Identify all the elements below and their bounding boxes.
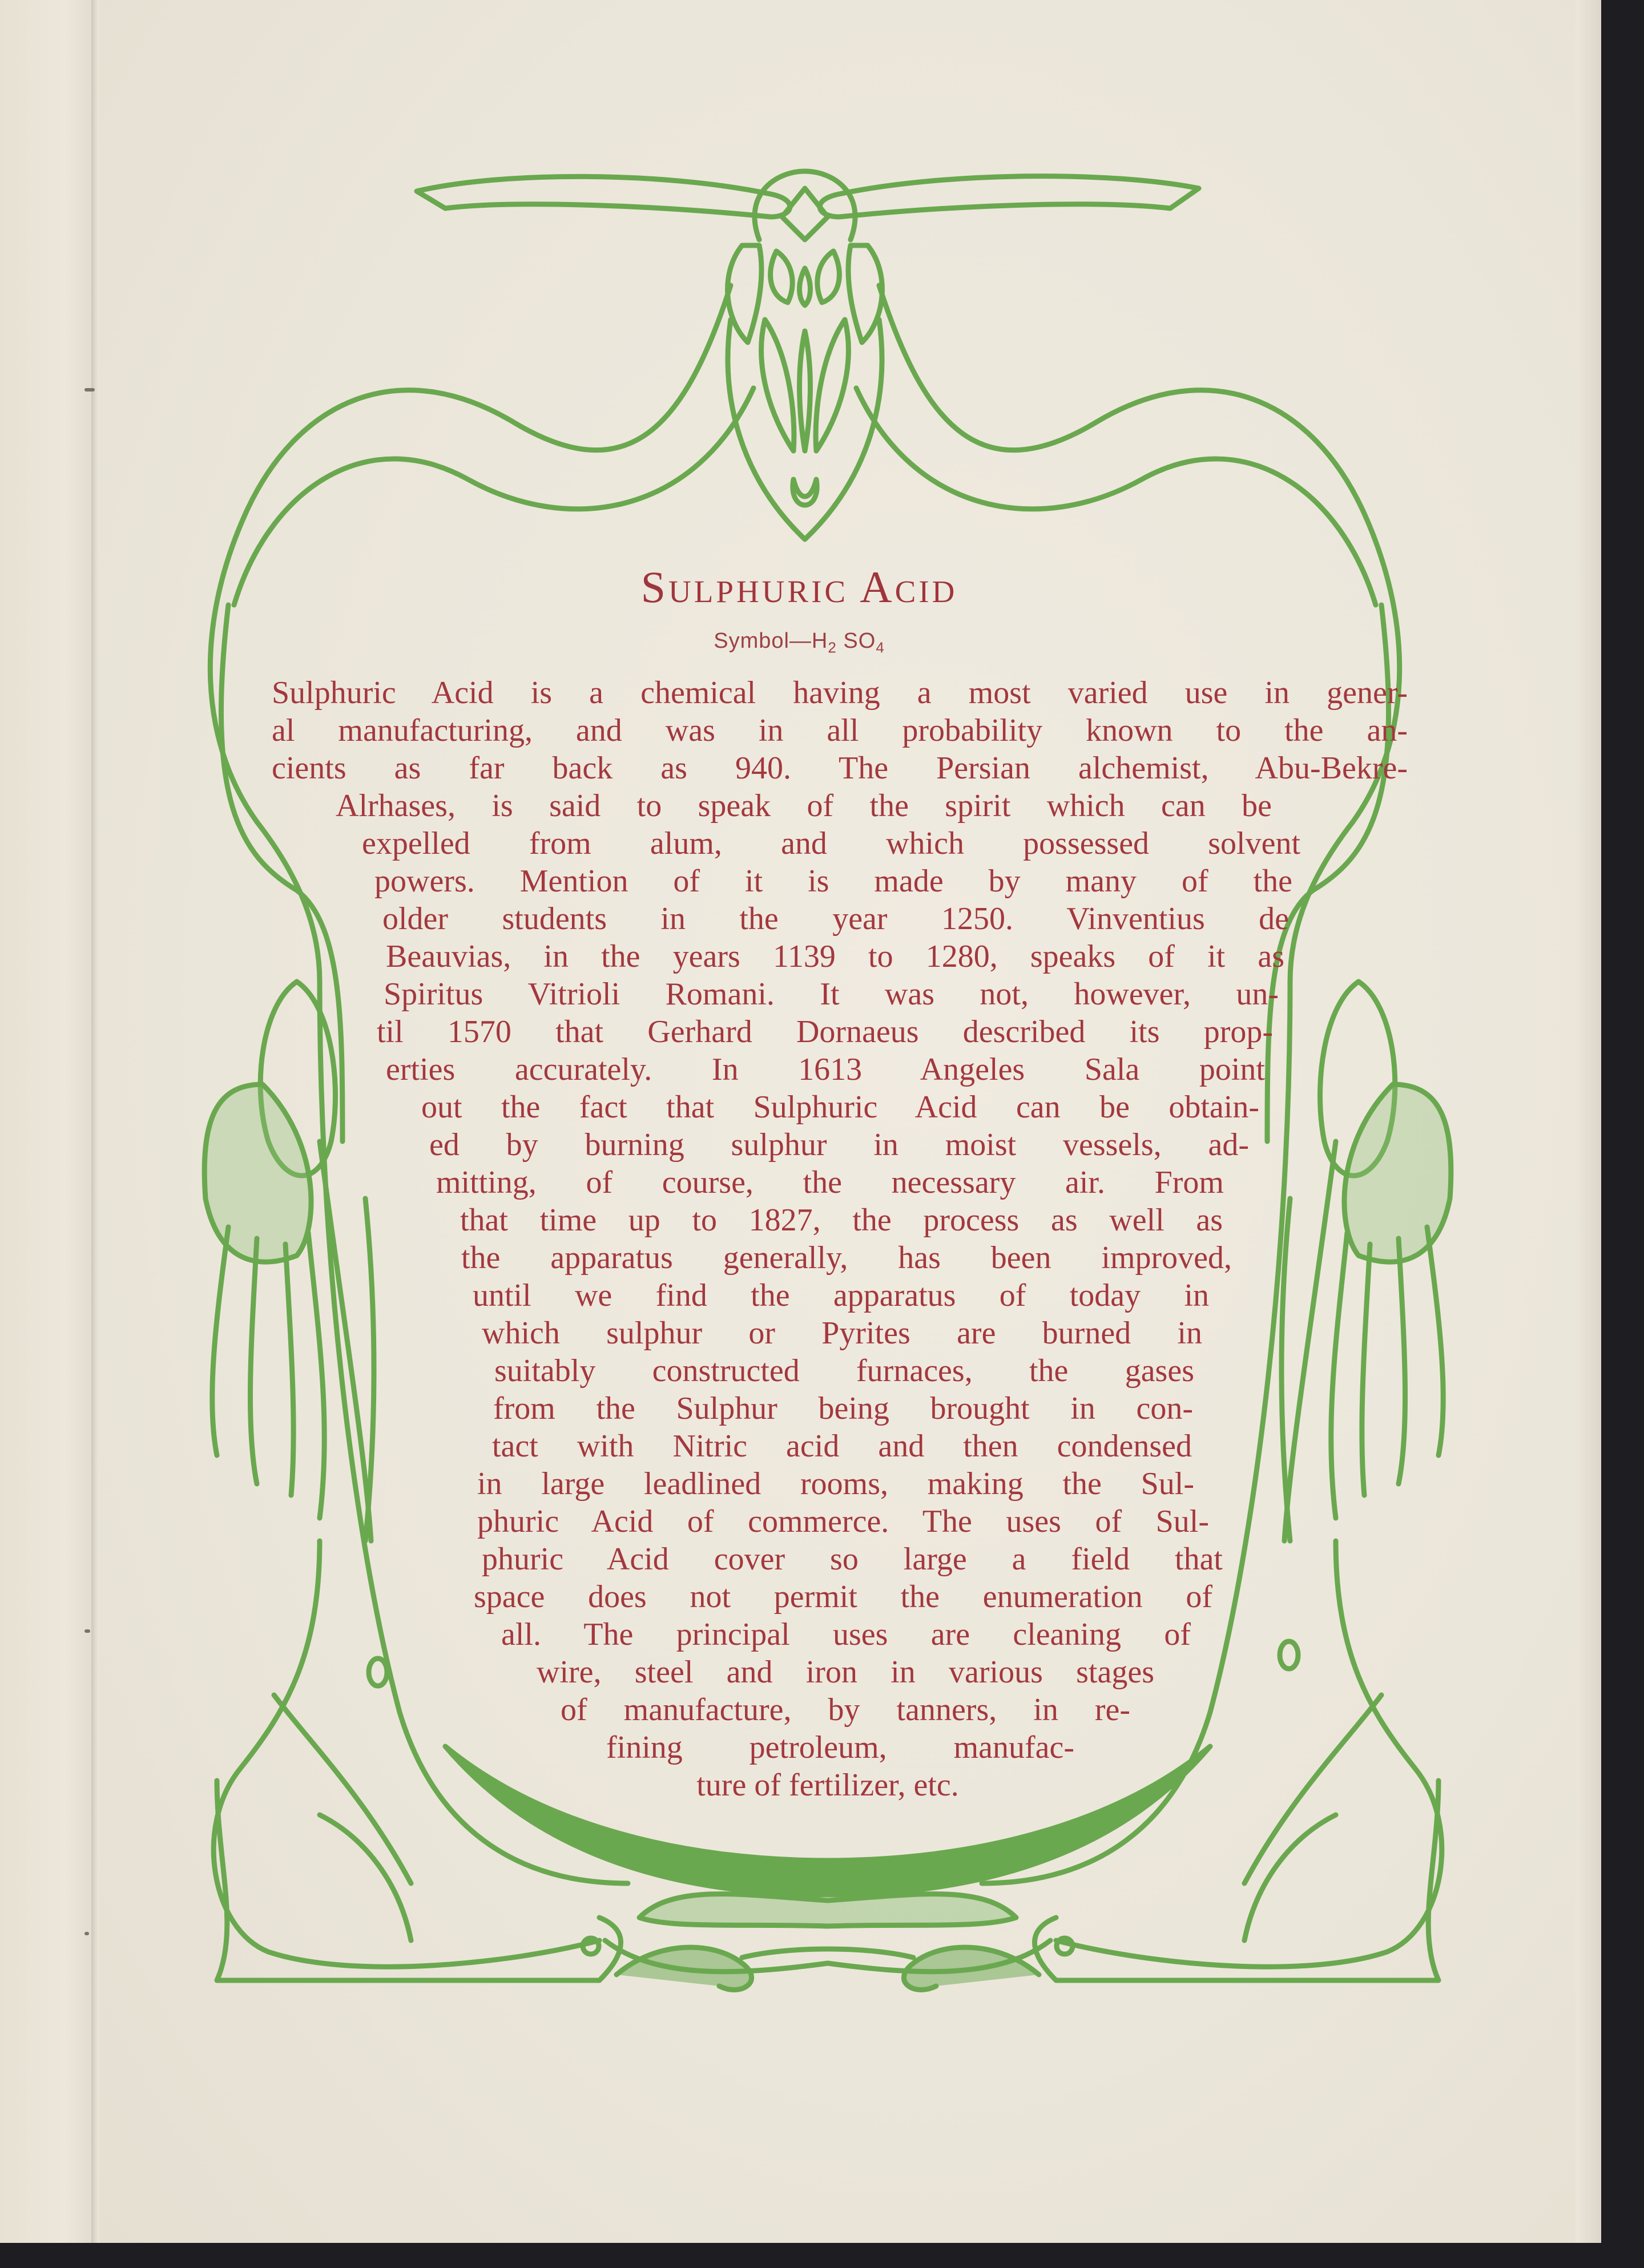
body-line: phuric Acid cover so large a field that	[482, 1541, 1223, 1577]
symbol-prefix: Symbol—H	[714, 629, 828, 653]
body-line: wire, steel and iron in various stages	[537, 1654, 1154, 1690]
body-line: Beauvias, in the years 1139 to 1280, speaks of it as	[386, 939, 1284, 974]
body-line: all. The principal uses are cleaning of	[501, 1617, 1191, 1652]
body-line: suitably constructed furnaces, the gases	[494, 1353, 1194, 1389]
body-line: powers. Mention of it is made by many of the	[374, 863, 1292, 899]
symbol-middle: SO	[836, 629, 876, 653]
body-line: older students in the year 1250. Vinventius de	[382, 901, 1289, 937]
body-line: out the fact that Sulphuric Acid can be obtain-	[421, 1089, 1259, 1125]
body-line: tact with Nitric acid and then condensed	[492, 1428, 1192, 1464]
body-line: of manufacture, by tanners, in re-	[561, 1692, 1130, 1728]
page-title: Sulphuric Acid	[640, 562, 958, 612]
body-line: until we find the apparatus of today in	[473, 1278, 1209, 1313]
body-line: space does not permit the enumeration of	[474, 1579, 1212, 1615]
symbol-subscript-2: 2	[828, 639, 837, 656]
body-line: Alrhases, is said to speak of the spirit which can be	[336, 788, 1272, 824]
chemical-symbol	[628, 629, 970, 657]
body-line: mitting, of course, the necessary air. From	[436, 1165, 1224, 1200]
body-line: that time up to 1827, the process as well as	[460, 1202, 1223, 1238]
body-line: Spiritus Vitrioli Romani. It was not, however, un-	[384, 976, 1279, 1012]
body-line: from the Sulphur being brought in con-	[493, 1391, 1193, 1426]
body-line: expelled from alum, and which possessed solvent	[362, 826, 1300, 861]
body-line: the apparatus generally, has been improved,	[461, 1240, 1232, 1276]
body-line: cients as far back as 940. The Persian alchemist, Abu-Bekre-	[272, 750, 1408, 786]
body-line: erties accurately. In 1613 Angeles Sala point	[386, 1052, 1265, 1087]
symbol-subscript-4: 4	[876, 639, 885, 656]
body-line: al manufacturing, and was in all probability known to the an-	[272, 713, 1408, 748]
body-line: Sulphuric Acid is a chemical having a most varied use in gener-	[272, 675, 1408, 711]
body-line: in large leadlined rooms, making the Sul-	[477, 1466, 1194, 1502]
body-line: which sulphur or Pyrites are burned in	[482, 1315, 1202, 1351]
body-line: til 1570 that Gerhard Dornaeus described its prop-	[377, 1014, 1273, 1050]
body-line: ture of fertilizer, etc.	[696, 1767, 959, 1803]
body-line: fining petroleum, manufac-	[606, 1730, 1074, 1765]
body-line: phuric Acid of commerce. The uses of Sul-	[477, 1504, 1209, 1539]
body-line: ed by burning sulphur in moist vessels, ad-	[429, 1127, 1249, 1163]
